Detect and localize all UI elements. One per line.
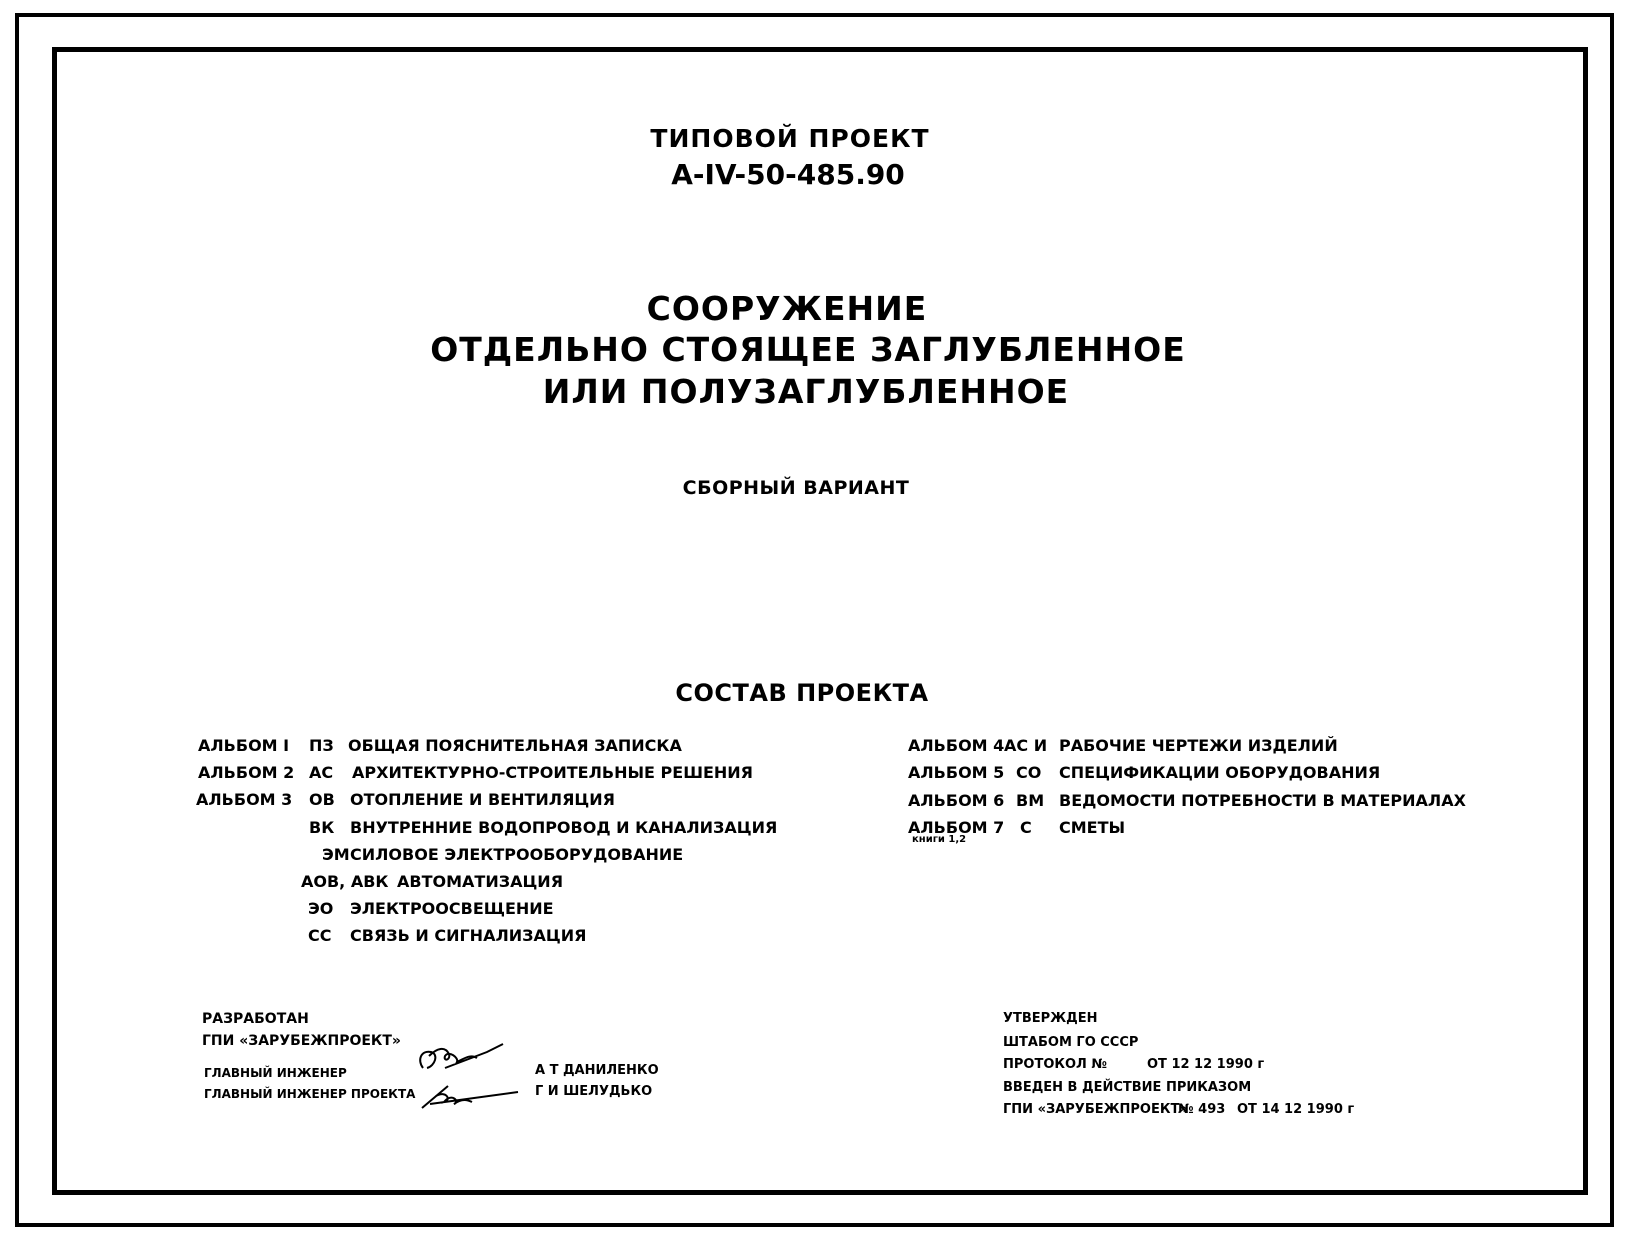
signature-1-icon: [415, 1038, 505, 1078]
album-code: АС И: [1004, 736, 1048, 755]
project-type: ТИПОВОЙ ПРОЕКТ: [650, 124, 930, 153]
album-code: СС: [308, 926, 332, 945]
album-title: ОБЩАЯ ПОЯСНИТЕЛЬНАЯ ЗАПИСКА: [348, 736, 682, 755]
album7-note: книги 1,2: [912, 834, 967, 845]
title-line-2: ОТДЕЛЬНО СТОЯЩЕЕ ЗАГЛУБЛЕННОЕ: [430, 330, 1186, 369]
album-title: ЭЛЕКТРООСВЕЩЕНИЕ: [350, 899, 554, 918]
album-label: АЛЬБОМ 7: [908, 818, 1005, 837]
album-title: ВЕДОМОСТИ ПОТРЕБНОСТИ В МАТЕРИАЛАХ: [1059, 791, 1466, 810]
album-code: АОВ, АВК: [301, 872, 389, 891]
enacted-label: ВВЕДЕН В ДЕЙСТВИЕ ПРИКАЗОМ: [1003, 1080, 1252, 1095]
album-code: ПЗ: [309, 736, 334, 755]
approved-label: УТВЕРЖДЕН: [1003, 1011, 1098, 1026]
album-code: ЭО: [308, 899, 334, 918]
title-line-1: СООРУЖЕНИЕ: [646, 289, 928, 328]
chief-engineer-role: ГЛАВНЫЙ ИНЖЕНЕР: [204, 1066, 347, 1080]
order-org: ГПИ «ЗАРУБЕЖПРОЕКТ»: [1003, 1102, 1188, 1117]
album-label: АЛЬБОМ 5: [908, 763, 1005, 782]
order-number: № 493: [1178, 1102, 1226, 1117]
album-title: АВТОМАТИЗАЦИЯ: [397, 872, 564, 891]
album-title: ВНУТРЕННИЕ ВОДОПРОВОД И КАНАЛИЗАЦИЯ: [350, 818, 778, 837]
album-label: АЛЬБОМ 6: [908, 791, 1005, 810]
project-engineer-role: ГЛАВНЫЙ ИНЖЕНЕР ПРОЕКТА: [204, 1087, 416, 1101]
album-code: ОВ: [309, 790, 335, 809]
title-line-3: ИЛИ ПОЛУЗАГЛУБЛЕННОЕ: [542, 372, 1070, 411]
chief-engineer-name: А Т ДАНИЛЕНКО: [535, 1063, 659, 1078]
composition-heading: СОСТАВ ПРОЕКТА: [675, 679, 929, 707]
developed-label: РАЗРАБОТАН: [202, 1011, 309, 1027]
project-code: А-IV-50-485.90: [671, 158, 905, 191]
album-title: СМЕТЫ: [1059, 818, 1126, 837]
album-title: РАБОЧИЕ ЧЕРТЕЖИ ИЗДЕЛИЙ: [1059, 736, 1338, 755]
album-label: АЛЬБОМ 2: [198, 763, 295, 782]
album-title: СИЛОВОЕ ЭЛЕКТРООБОРУДОВАНИЕ: [350, 845, 684, 864]
album-code: ВК: [309, 818, 335, 837]
album-label: АЛЬБОМ I: [198, 736, 290, 755]
protocol-date: ОТ 12 12 1990 г: [1147, 1057, 1265, 1072]
album-title: АРХИТЕКТУРНО-СТРОИТЕЛЬНЫЕ РЕШЕНИЯ: [352, 763, 753, 782]
album-label: АЛЬБОМ 4: [908, 736, 1005, 755]
developed-org: ГПИ «ЗАРУБЕЖПРОЕКТ»: [202, 1033, 401, 1049]
order-date: ОТ 14 12 1990 г: [1237, 1102, 1355, 1117]
album-code: ЭМ: [322, 845, 350, 864]
album-title: СВЯЗЬ И СИГНАЛИЗАЦИЯ: [350, 926, 587, 945]
album-code: С: [1020, 818, 1032, 837]
album-title: ОТОПЛЕНИЕ И ВЕНТИЛЯЦИЯ: [350, 790, 615, 809]
album-label: АЛЬБОМ 3: [196, 790, 293, 809]
album-code: СО: [1016, 763, 1042, 782]
protocol-label: ПРОТОКОЛ №: [1003, 1057, 1108, 1072]
signature-2-icon: [418, 1082, 528, 1112]
project-engineer-name: Г И ШЕЛУДЬКО: [535, 1084, 653, 1099]
subtitle: СБОРНЫЙ ВАРИАНТ: [682, 477, 910, 499]
approved-by: ШТАБОМ ГО СССР: [1003, 1035, 1139, 1050]
album-code: АС: [309, 763, 334, 782]
album-code: ВМ: [1016, 791, 1045, 810]
album-title: СПЕЦИФИКАЦИИ ОБОРУДОВАНИЯ: [1059, 763, 1381, 782]
